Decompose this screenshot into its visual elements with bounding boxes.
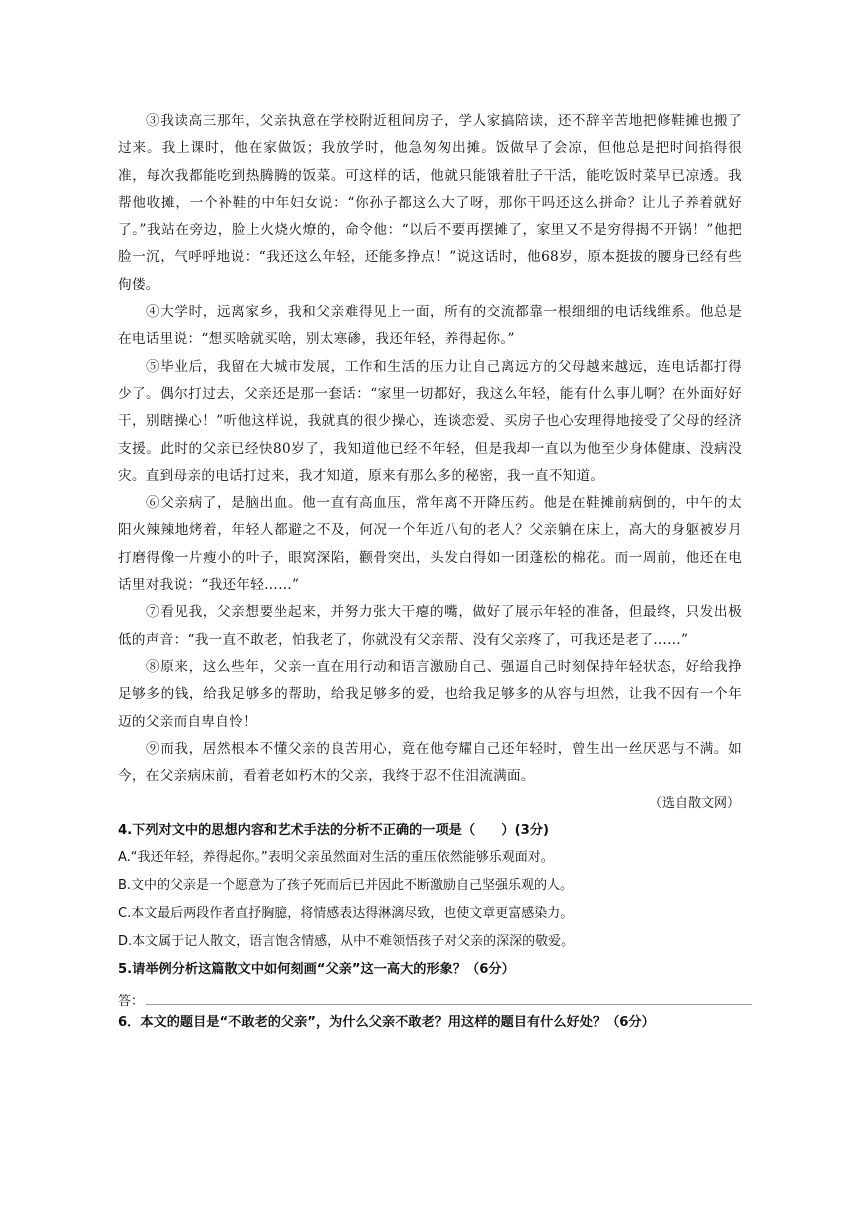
question-5-answer-row xyxy=(118,983,742,1009)
answer-line[interactable] xyxy=(146,990,752,1005)
question-4-option-c: C.本文最后两段作者直抒胸臆，将情感表达得淋漓尽致，也使文章更富感染力。 xyxy=(118,906,574,922)
question-6-stem: 6．本文的题目是“不敢老的父亲”，为什么父亲不敢老？用这样的题目有什么好处？（6分） xyxy=(118,1014,655,1030)
document-content xyxy=(118,108,742,1036)
question-5-stem: 5.请举例分析这篇散文中如何刻画“父亲”这一高大的形象？（6分） xyxy=(118,961,515,977)
paragraph-5: ⑤毕业后，我留在大城市发展，工作和生活的压力让自己离远方的父母越来越远，连电话都打得少了。偶尔打过去，父亲还是那一套话：“家里一切都好，我这么年轻，能有什么事儿啊？在外面好好干，别瞎操心！”听他这样说，我就真的很少操心，连谈恋爱、买房子也心安理得地接受了父母的经济支援。此时的父亲已经快80岁了，我知道他已经不年轻，但是我却一直以为他至少身体健康、没病没灾。直到母亲的电话打过来，我才知道，原来有那么多的秘密，我一直不知道。 xyxy=(118,358,742,484)
paragraph-9: ⑨而我，居然根本不懂父亲的良苦用心，竟在他夸耀自己还年轻时，曾生出一丝厌恶与不满。如今，在父亲病床前，看着老如朽木的父亲，我终于忍不住泪流满面。 xyxy=(118,740,742,785)
question-4-stem: 4.下列对文中的思想内容和艺术手法的分析不正确的一项是（ ）(3分) xyxy=(118,823,550,839)
paragraph-8: ⑧原来，这么些年，父亲一直在用行动和语言激励自己、强逼自己时刻保持年轻状态，好给我挣足够多的钱，给我足够多的帮助，给我足够多的爱，也给我足够多的从容与坦然，让我不因有一个年迈的父亲而自卑自怜！ xyxy=(118,658,742,730)
question-4-option-b: B.文中的父亲是一个愿意为了孩子死而后已并因此不断激励自己坚强乐观的人。 xyxy=(118,878,574,894)
question-4-option-d: D.本文属于记人散文，语言饱含情感，从中不难领悟孩子对父亲的深深的敬爱。 xyxy=(118,933,575,949)
paragraph-3: ③我读高三那年，父亲执意在学校附近租间房子，学人家搞陪读，还不辞辛苦地把修鞋摊也搬了过来。我上课时，他在家做饭；我放学时，他急匆匆出摊。饭做早了会凉，但他总是把时间掐得很准，每次我都能吃到热腾腾的饭菜。可这样的话，他就只能饿着肚子干活，能吃饭时菜早已凉透。我帮他收摊，一个补鞋的中年妇女说：“你孙子都这么大了呀，那你干吗还这么拼命？让儿子养着就好了。”我站在旁边，脸上火烧火燎的，命令他：“以后不要再摆摊了，家里又不是穷得揭不开锅！”他把脸一沉，气呼呼地说：“我还这么年轻，还能多挣点！”说这话时，他68岁，原本挺拔的腰身已经有些佝偻。 xyxy=(118,113,742,293)
question-4-option-a: A.“我还年轻，养得起你。”表明父亲虽然面对生活的重压依然能够乐观面对。 xyxy=(118,850,554,866)
paragraph-4: ④大学时，远离家乡，我和父亲难得见上一面，所有的交流都靠一根细细的电话线维系。他总是在电话里说：“想买啥就买啥，别太寒碜，我还年轻，养得起你。” xyxy=(118,304,742,348)
source-note: （选自散文网） xyxy=(648,796,740,812)
paragraph-6: ⑥父亲病了，是脑出血。他一直有高血压，常年离不开降压药。他是在鞋摊前病倒的，中午的太阳火辣辣地烤着，年轻人都避之不及，何况一个年近八旬的老人？父亲躺在床上，高大的身躯被岁月打磨得像一片瘦小的叶子，眼窝深陷，颧骨突出，头发白得如一团蓬松的棉花。而一周前，他还在电话里对我说：“我还年轻……” xyxy=(118,495,742,594)
paragraph-7: ⑦看见我，父亲想要坐起来，并努力张大干瘪的嘴，做好了展示年轻的准备，但最终，只发出极低的声音：“我一直不敢老，怕我老了，你就没有父亲帮、没有父亲疼了，可我还是老了……” xyxy=(118,604,742,648)
answer-label: 答： xyxy=(118,993,145,1009)
